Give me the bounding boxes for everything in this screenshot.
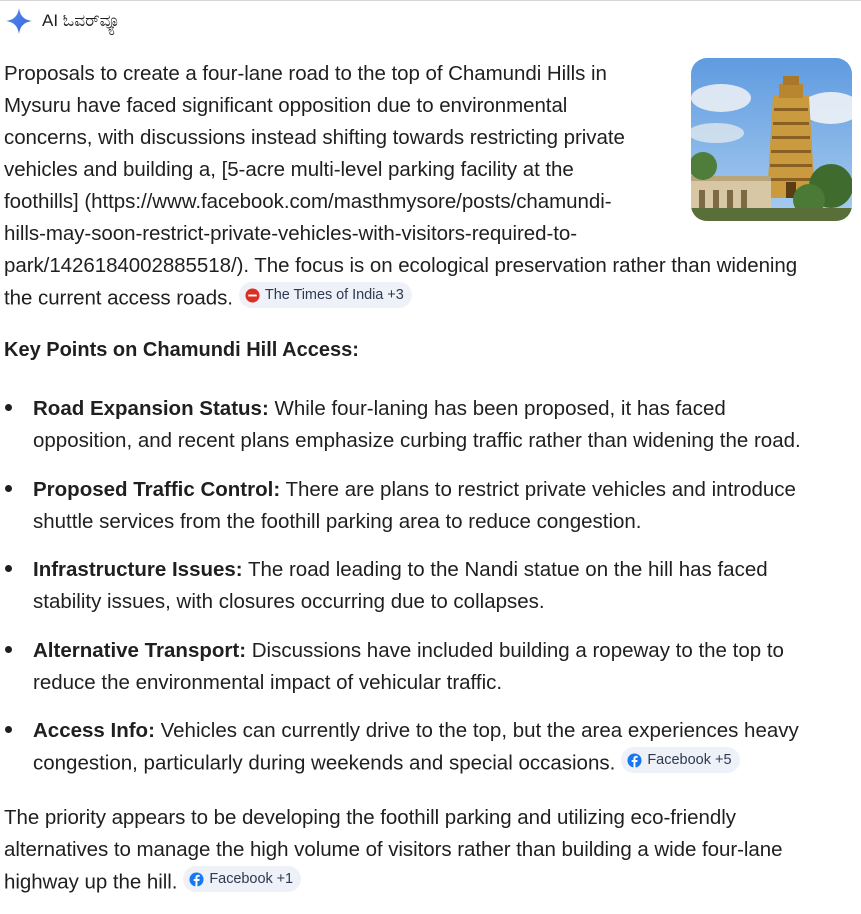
intro-line: hills-may-soon-restrict-private-vehicles-with-visitors-required-to-: [4, 222, 578, 245]
list-item-text: shuttle services from the foothill parking area to reduce congestion.: [33, 510, 642, 533]
list-item-text: opposition, and recent plans emphasize curbing traffic rather than widening the road.: [33, 429, 801, 452]
list-item-title: Proposed Traffic Control:: [33, 478, 281, 501]
source-chip-facebook[interactable]: [621, 747, 739, 773]
intro-line: the current access roads.: [4, 286, 233, 310]
intro-line: foothills] (https://www.facebook.com/masthmysore/posts/chamundi-: [4, 190, 612, 213]
intro-line: concerns, with discussions instead shifting towards restricting private: [4, 126, 625, 149]
source-chip-label: The Times of India +3: [264, 287, 404, 303]
conclusion-paragraph: [4, 802, 861, 899]
bullet-dot: [5, 485, 12, 492]
conclusion-line: alternatives to manage the high volume of visitors rather than building a wide four-lane: [4, 838, 783, 861]
bullet-dot: [5, 726, 12, 733]
facebook-icon: [189, 872, 204, 887]
bullet-dot: [5, 404, 12, 411]
intro-paragraph: [4, 58, 798, 315]
bullet-dot: [5, 646, 12, 653]
facebook-icon: [627, 753, 642, 768]
conclusion-line: highway up the hill.: [4, 870, 178, 894]
intro-line: park/1426184002885518/). The focus is on ecological preservation rather than widening: [4, 254, 798, 277]
ai-overview-title: AI ಓವರ್‌ವ್ಯೂ: [42, 11, 121, 30]
conclusion-line-last: [4, 866, 861, 899]
ai-overview-header: [4, 6, 120, 36]
list-item-text: Vehicles can currently drive to the top, but the area experiences heavy: [160, 719, 799, 742]
list-item-text: The road leading to the Nandi statue on the hill has faced: [247, 558, 768, 581]
top-divider: [0, 0, 861, 1]
conclusion-line: The priority appears to be developing the foothill parking and utilizing eco-friendly: [4, 806, 736, 829]
list-item-text: While four-laning has been proposed, it has faced: [274, 397, 726, 420]
intro-line: Proposals to create a four-lane road to the top of Chamundi Hills in: [4, 62, 607, 85]
list-item-title: Road Expansion Status:: [33, 397, 269, 420]
list-item-title: Access Info:: [33, 719, 155, 742]
list-item-text: congestion, particularly during weekends and special occasions.: [33, 751, 616, 775]
list-item-text: reduce the environmental impact of vehicular traffic.: [33, 671, 503, 694]
times-of-india-icon: [245, 288, 260, 303]
intro-line: Mysuru have faced significant opposition due to environmental: [4, 94, 568, 117]
list-item-title: Alternative Transport:: [33, 639, 247, 662]
intro-line: vehicles and building a, [5-acre multi-level parking facility at the: [4, 158, 574, 181]
chamundi-temple-image[interactable]: [691, 58, 852, 221]
key-points-heading: Key Points on Chamundi Hill Access:: [4, 339, 359, 361]
list-item-text: There are plans to restrict private vehicles and introduce: [285, 478, 796, 501]
list-item-text: stability issues, with closures occurring due to collapses.: [33, 590, 545, 613]
source-chip-label: Facebook +5: [647, 752, 732, 768]
source-chip-facebook[interactable]: [183, 866, 301, 892]
intro-line-last: [4, 282, 684, 315]
source-chip-times-of-india[interactable]: [239, 282, 412, 308]
list-item-text: Discussions have included building a ropeway to the top to: [251, 639, 784, 662]
list-item-title: Infrastructure Issues:: [33, 558, 243, 581]
sparkle-icon: [4, 6, 34, 36]
source-chip-label: Facebook +1: [209, 871, 294, 887]
bullet-dot: [5, 565, 12, 572]
